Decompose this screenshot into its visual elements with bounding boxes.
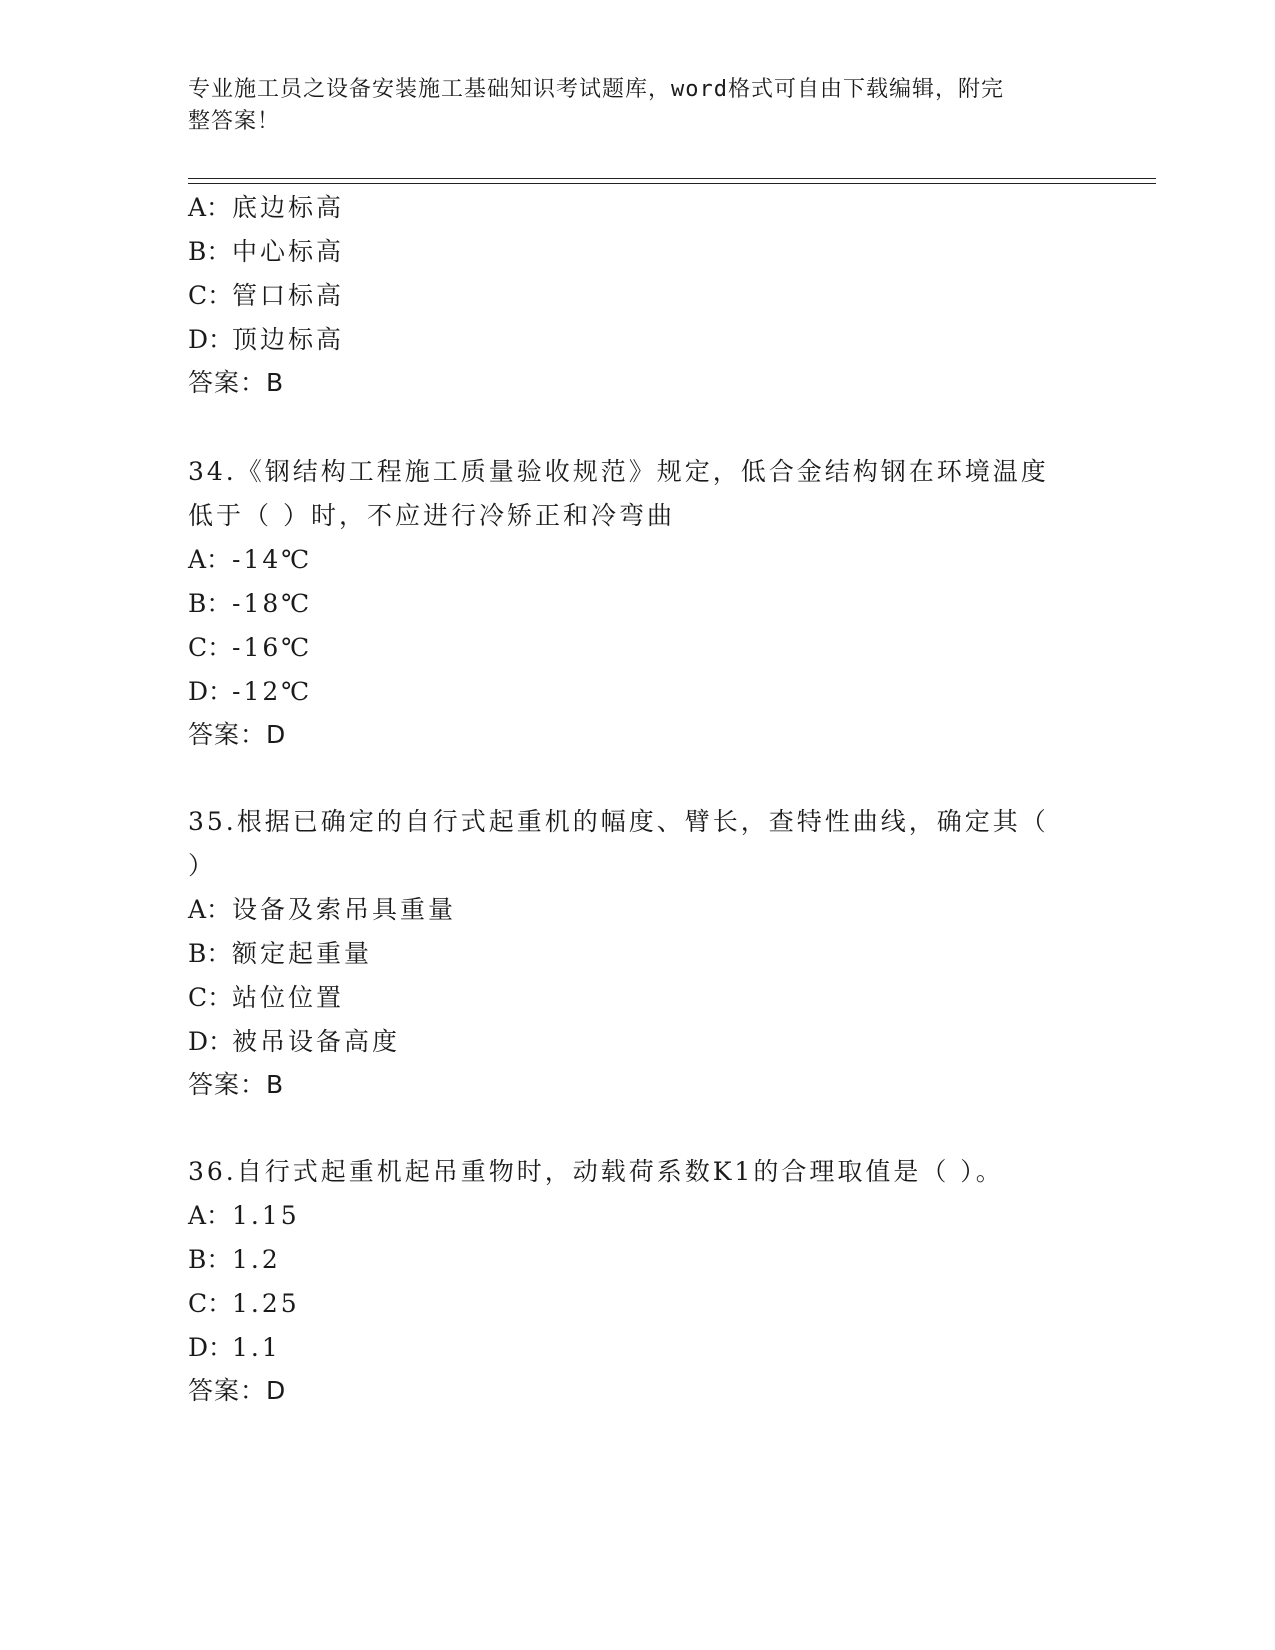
option-key: D： xyxy=(188,677,234,706)
option-key: B： xyxy=(188,237,232,266)
document-header xyxy=(188,74,1068,138)
option-text: 顶边标高 xyxy=(232,325,345,354)
option-key: D： xyxy=(188,325,234,354)
option-text: 站位位置 xyxy=(232,983,345,1012)
q34-option-b xyxy=(188,588,312,620)
option-key: C： xyxy=(188,983,233,1012)
q34-option-a xyxy=(188,544,312,576)
header-divider-bottom xyxy=(188,183,1156,184)
option-text: 1.1 xyxy=(232,1333,281,1362)
option-text: -16℃ xyxy=(232,633,313,662)
q35-stem-line-1: 35.根据已确定的自行式起重机的幅度、臂长，查特性曲线，确定其（ xyxy=(188,807,1049,836)
option-text: 底边标高 xyxy=(232,193,345,222)
q34-option-c xyxy=(188,632,312,664)
q34-stem-line-2: 低于（ ）时，不应进行冷矫正和冷弯曲 xyxy=(188,501,675,530)
header-line-2: 整答案！ xyxy=(188,109,281,134)
q33-option-b xyxy=(188,236,344,268)
q35-option-d xyxy=(188,1026,400,1058)
option-key: C： xyxy=(188,281,233,310)
option-text: -12℃ xyxy=(232,677,313,706)
option-text: 设备及索吊具重量 xyxy=(232,895,457,924)
option-key: B： xyxy=(188,589,232,618)
q33-answer: 答案：B xyxy=(188,368,285,397)
q36-option-d xyxy=(188,1332,281,1364)
option-text: -18℃ xyxy=(232,589,313,618)
q36-stem-line-1: 36.自行式起重机起吊重物时，动载荷系数K1的合理取值是（ ）。 xyxy=(188,1157,1004,1186)
q35-option-a xyxy=(188,894,456,926)
q33-option-d xyxy=(188,324,344,356)
option-key: B： xyxy=(188,939,232,968)
option-text: 额定起重量 xyxy=(232,939,373,968)
q36-answer: 答案：D xyxy=(188,1376,287,1405)
q33-option-c xyxy=(188,280,344,312)
q34-stem-line-1: 34.《钢结构工程施工质量验收规范》规定，低合金结构钢在环境温度 xyxy=(188,457,1049,486)
header-line-1: 专业施工员之设备安装施工基础知识考试题库，word格式可自由下载编辑，附完 xyxy=(188,77,1004,102)
option-text: 1.2 xyxy=(232,1245,281,1274)
q35-stem-line-2: ） xyxy=(188,851,217,880)
q36-option-b xyxy=(188,1244,281,1276)
option-text: 1.15 xyxy=(232,1201,300,1230)
q35-option-c xyxy=(188,982,344,1014)
option-text: 被吊设备高度 xyxy=(232,1027,401,1056)
option-key: D： xyxy=(188,1333,234,1362)
option-key: D： xyxy=(188,1027,234,1056)
q34-option-d xyxy=(188,676,312,708)
q36-option-c xyxy=(188,1288,300,1320)
option-key: B： xyxy=(188,1245,232,1274)
q36-option-a xyxy=(188,1200,300,1232)
option-text: 1.25 xyxy=(232,1289,300,1318)
q35-answer: 答案：B xyxy=(188,1070,285,1099)
option-text: 中心标高 xyxy=(232,237,345,266)
option-text: -14℃ xyxy=(232,545,313,574)
option-text: 管口标高 xyxy=(232,281,345,310)
q33-option-a xyxy=(188,192,344,224)
option-key: A： xyxy=(188,895,232,924)
option-key: C： xyxy=(188,1289,233,1318)
header-divider-top xyxy=(188,178,1156,179)
option-key: C： xyxy=(188,633,233,662)
option-key: A： xyxy=(188,193,232,222)
option-key: A： xyxy=(188,545,232,574)
q34-answer: 答案：D xyxy=(188,720,287,749)
q35-option-b xyxy=(188,938,372,970)
option-key: A： xyxy=(188,1201,232,1230)
